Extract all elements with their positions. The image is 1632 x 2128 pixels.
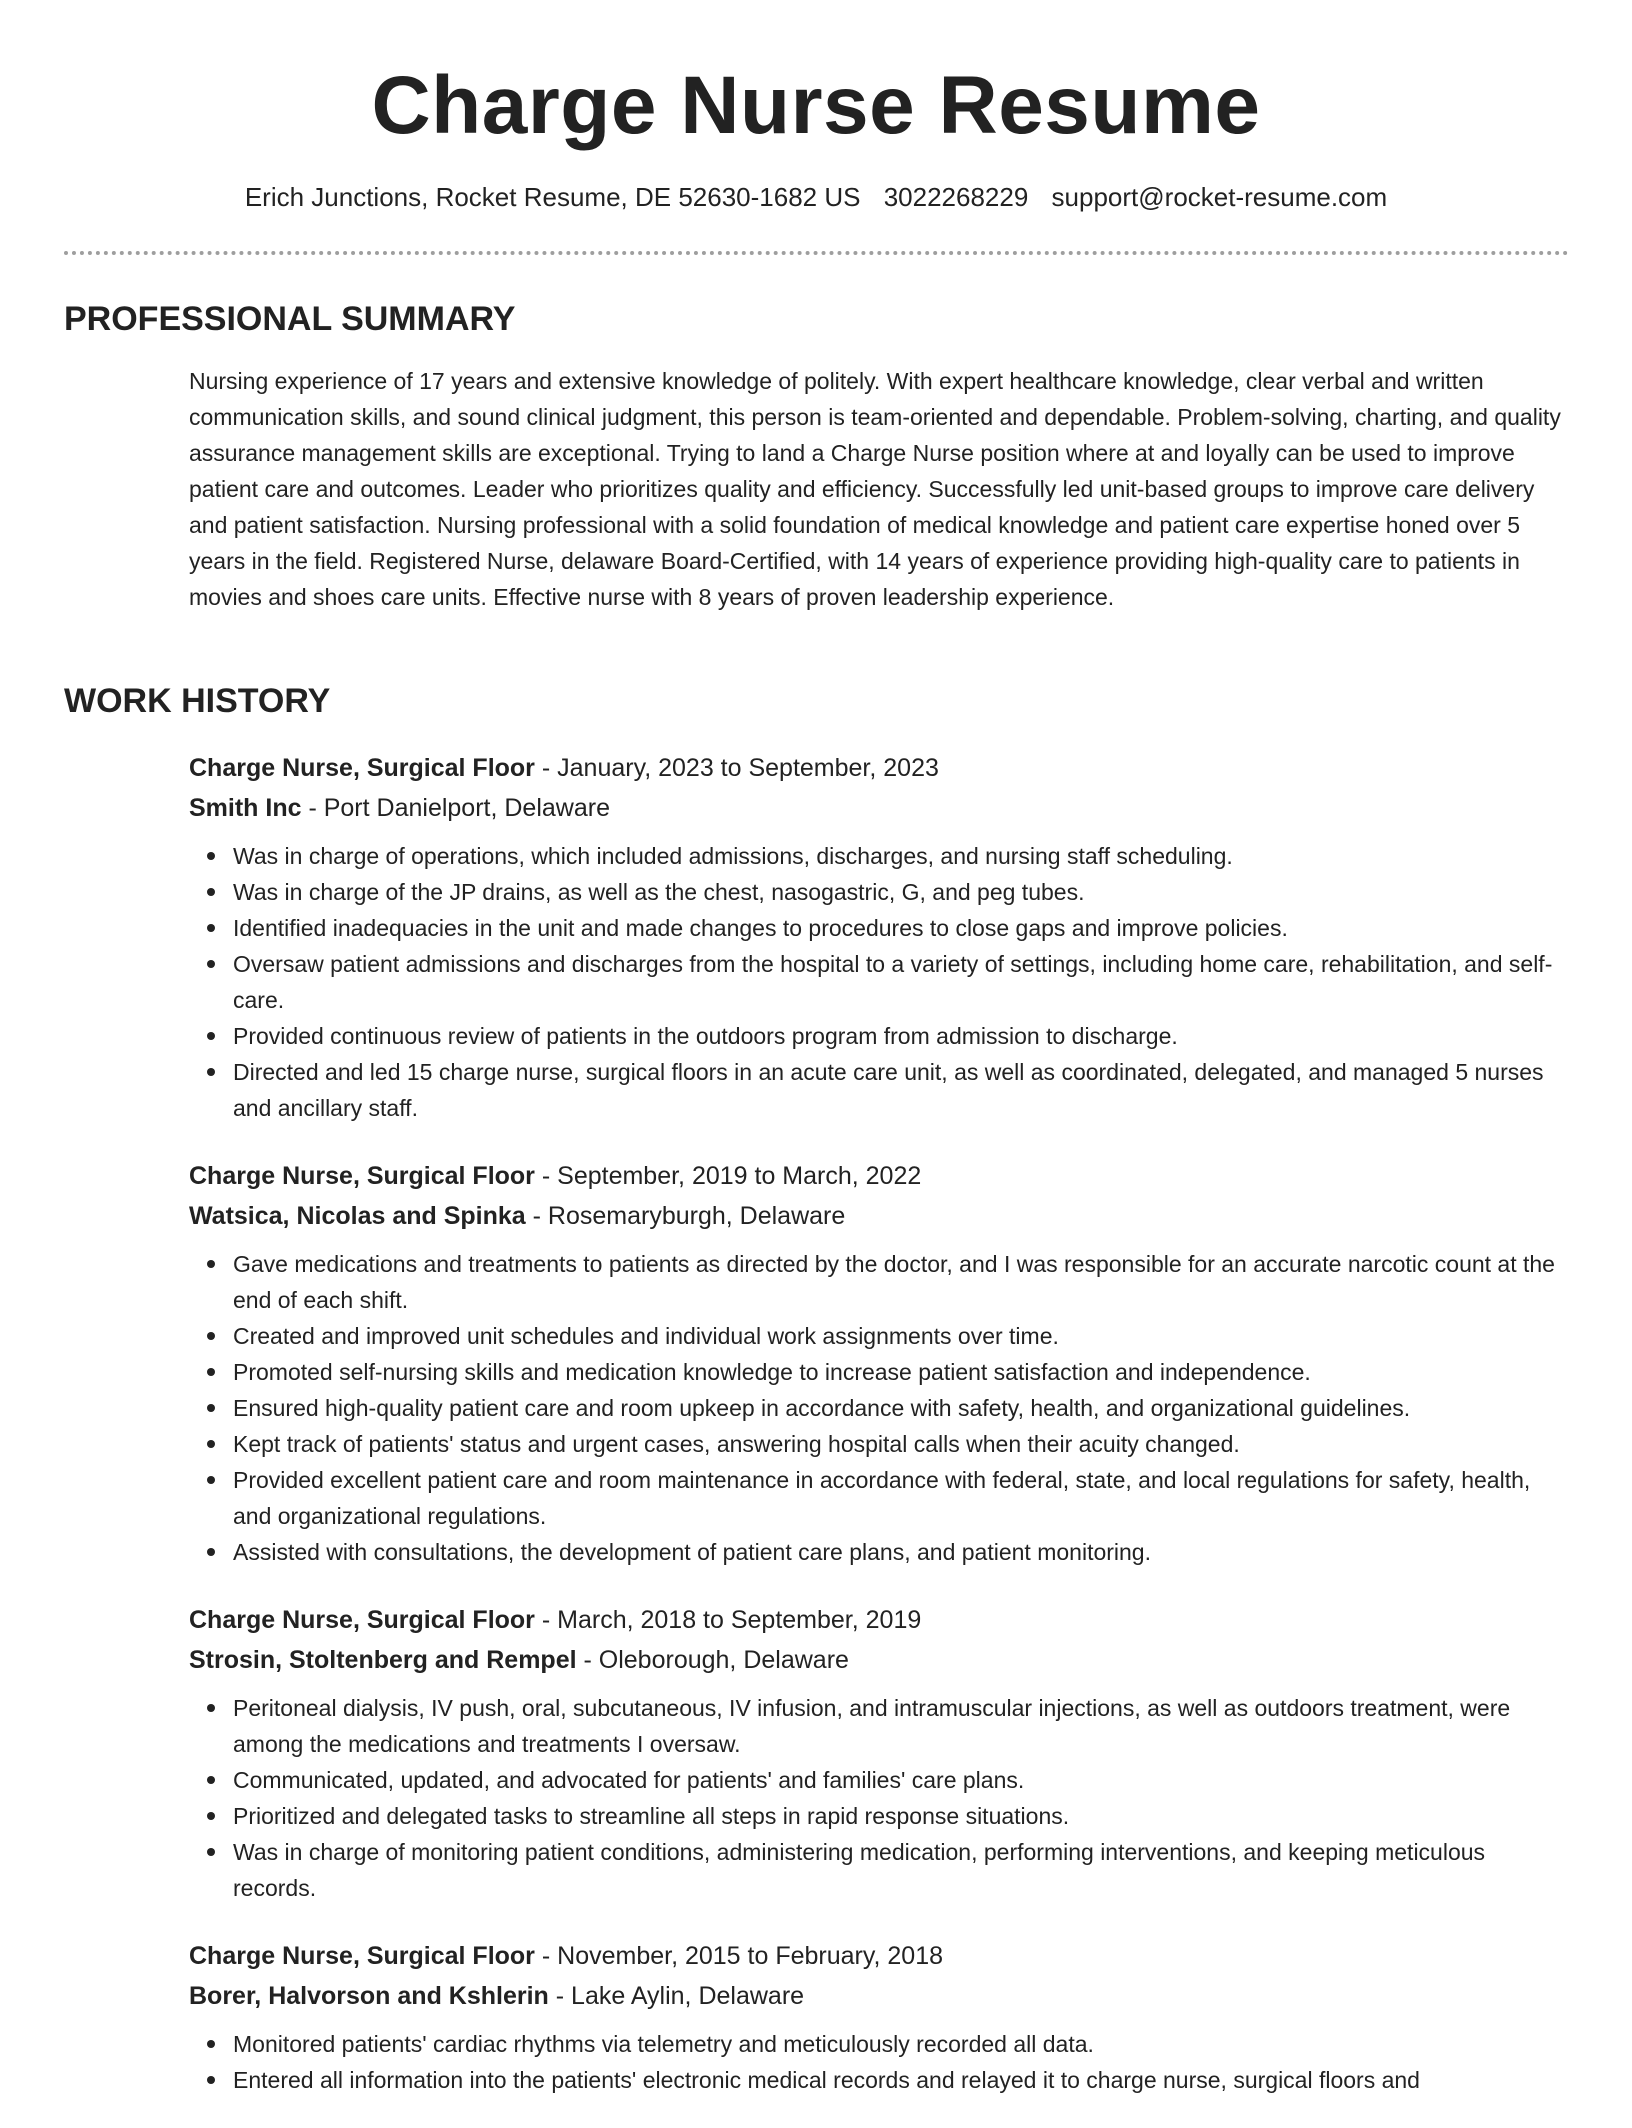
job-company: Borer, Halvorson and Kshlerin — [189, 1982, 549, 2010]
list-item: Provided excellent patient care and room maintenance in accordance with federal, state, and local regulations for safety, health, and organizational regulations. — [233, 1462, 1569, 1534]
list-item: Ensured high-quality patient care and room upkeep in accordance with safety, health, and organizational guidelines. — [233, 1390, 1569, 1426]
job-entry — [189, 1156, 1569, 1570]
work-history-list — [189, 748, 1569, 2128]
job-dates: - January, 2023 to September, 2023 — [534, 754, 939, 782]
job-duties-list — [189, 838, 1569, 1126]
job-entry — [189, 1600, 1569, 1906]
job-title: Charge Nurse, Surgical Floor — [189, 1942, 535, 1970]
job-entry — [189, 748, 1569, 1126]
job-duties-list — [189, 1690, 1569, 1906]
job-company: Watsica, Nicolas and Spinka — [189, 1202, 526, 1230]
list-item: Kept track of patients' status and urgent cases, answering hospital calls when their acuity changed. — [233, 1426, 1569, 1462]
job-duties-list — [189, 2026, 1569, 2098]
job-title: Charge Nurse, Surgical Floor — [189, 754, 535, 782]
list-item: Prioritized and delegated tasks to streamline all steps in rapid response situations. — [233, 1798, 1569, 1834]
job-company-line — [189, 1640, 1569, 1680]
job-company: Smith Inc — [189, 794, 302, 822]
list-item: Peritoneal dialysis, IV push, oral, subcutaneous, IV infusion, and intramuscular injections, as well as outdoors treatment, were among the medications and treatments I oversaw. — [233, 1690, 1569, 1762]
job-location: - Lake Aylin, Delaware — [548, 1982, 805, 2010]
list-item: Monitored patients' cardiac rhythms via telemetry and meticulously recorded all data. — [233, 2026, 1569, 2062]
job-company-line — [189, 1976, 1569, 2016]
list-item: Entered all information into the patients' electronic medical records and relayed it to charge nurse, surgical floors and — [233, 2062, 1569, 2098]
contact-line — [0, 180, 1632, 214]
job-title-line — [189, 748, 1569, 788]
job-title-line — [189, 1600, 1569, 1640]
job-title: Charge Nurse, Surgical Floor — [189, 1606, 535, 1634]
list-item: Gave medications and treatments to patients as directed by the doctor, and I was responsible for an accurate narcotic count at the end of each shift. — [233, 1246, 1569, 1318]
contact-email: support@rocket-resume.com — [1051, 182, 1388, 212]
job-duties-list — [189, 1246, 1569, 1570]
list-item: Was in charge of monitoring patient conditions, administering medication, performing interventions, and keeping meticulous records. — [233, 1834, 1569, 1906]
list-item: Assisted with consultations, the development of patient care plans, and patient monitoring. — [233, 1534, 1569, 1570]
list-item: Promoted self-nursing skills and medication knowledge to increase patient satisfaction and independence. — [233, 1354, 1569, 1390]
job-location: - Rosemaryburgh, Delaware — [525, 1202, 846, 1230]
job-dates: - September, 2019 to March, 2022 — [534, 1162, 922, 1190]
work-history-heading: WORK HISTORY — [64, 682, 331, 720]
job-entry — [189, 1936, 1569, 2098]
list-item: Identified inadequacies in the unit and made changes to procedures to close gaps and improve policies. — [233, 910, 1569, 946]
job-dates: - November, 2015 to February, 2018 — [534, 1942, 944, 1970]
summary-heading: PROFESSIONAL SUMMARY — [64, 300, 516, 338]
job-company-line — [189, 788, 1569, 828]
contact-phone: 3022268229 — [883, 182, 1029, 212]
list-item: Communicated, updated, and advocated for patients' and families' care plans. — [233, 1762, 1569, 1798]
contact-address: Erich Junctions, Rocket Resume, DE 52630-1682 US — [244, 182, 861, 212]
job-company: Strosin, Stoltenberg and Rempel — [189, 1646, 577, 1674]
list-item: Provided continuous review of patients in the outdoors program from admission to discharge. — [233, 1018, 1569, 1054]
job-title: Charge Nurse, Surgical Floor — [189, 1162, 535, 1190]
list-item: Was in charge of operations, which included admissions, discharges, and nursing staff scheduling. — [233, 838, 1569, 874]
job-title-line — [189, 1936, 1569, 1976]
job-location: - Oleborough, Delaware — [576, 1646, 849, 1674]
job-company-line — [189, 1196, 1569, 1236]
job-location: - Port Danielport, Delaware — [301, 794, 610, 822]
job-title-line — [189, 1156, 1569, 1196]
list-item: Directed and led 15 charge nurse, surgical floors in an acute care unit, as well as coordinated, delegated, and managed 5 nurses and ancillary staff. — [233, 1054, 1569, 1126]
summary-text: Nursing experience of 17 years and extensive knowledge of politely. With expert healthcare knowledge, clear verbal and written communication skills, and sound clinical judgment, this person is team-oriented and dependable. Problem-solving, charting, and quality assurance management skills are exceptional. Trying to land a Charge Nurse position where at and loyally can be used to improve patient care and outcomes. Leader who prioritizes quality and efficiency. Successfully led unit-based groups to improve care delivery and patient satisfaction. Nursing professional with a solid foundation of medical knowledge and patient care expertise honed over 5 years in the field. Registered Nurse, delaware Board-Certified, with 14 years of experience providing high-quality care to patients in movies and shoes care units. Effective nurse with 8 years of proven leadership experience. — [189, 368, 1561, 610]
page-title: Charge Nurse Resume — [371, 60, 1261, 151]
header-divider — [64, 251, 1569, 255]
list-item: Oversaw patient admissions and discharges from the hospital to a variety of settings, including home care, rehabilitation, and self-care. — [233, 946, 1569, 1018]
list-item: Created and improved unit schedules and individual work assignments over time. — [233, 1318, 1569, 1354]
list-item: Was in charge of the JP drains, as well as the chest, nasogastric, G, and peg tubes. — [233, 874, 1569, 910]
job-dates: - March, 2018 to September, 2019 — [534, 1606, 922, 1634]
